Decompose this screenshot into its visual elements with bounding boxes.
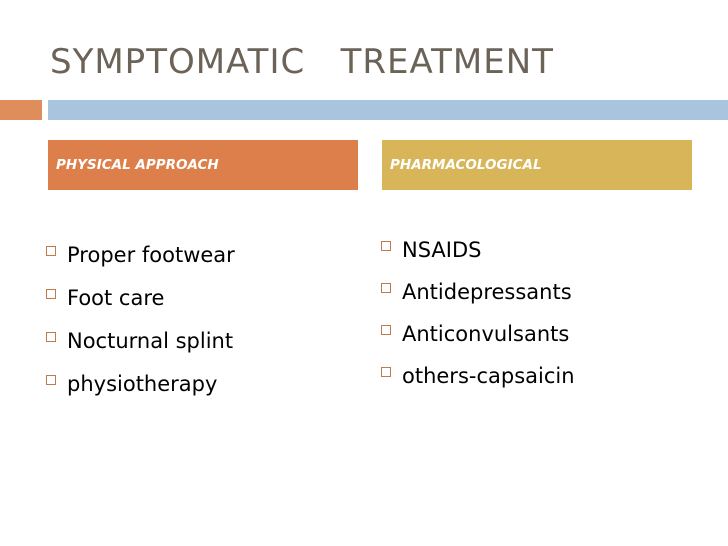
pharmacological-header-label: PHARMACOLOGICAL: [390, 157, 547, 173]
list-item: [46, 362, 235, 405]
square-bullet-icon: [46, 289, 56, 299]
accent-bar-blue: [48, 100, 728, 120]
physical-approach-list: [46, 233, 235, 405]
list-item: [46, 276, 235, 319]
list-item-text: physiotherapy: [67, 371, 218, 396]
list-item: [46, 233, 235, 276]
list-item: [381, 229, 575, 271]
list-item-text: Foot care: [67, 285, 165, 310]
pharmacological-header: [382, 140, 692, 190]
square-bullet-icon: [46, 246, 56, 256]
square-bullet-icon: [381, 241, 391, 251]
list-item-text: Anticonvulsants: [402, 322, 570, 346]
list-item: [381, 313, 575, 355]
list-item-text: Antidepressants: [402, 280, 572, 304]
square-bullet-icon: [381, 325, 391, 335]
accent-bar-orange: [0, 100, 42, 120]
square-bullet-icon: [46, 332, 56, 342]
list-item-text: NSAIDS: [402, 238, 482, 262]
square-bullet-icon: [381, 367, 391, 377]
physical-approach-header-label: PHYSICAL APPROACH: [56, 157, 219, 173]
list-item: [381, 355, 575, 397]
pharmacological-list: [381, 229, 575, 397]
square-bullet-icon: [381, 283, 391, 293]
physical-approach-header: [48, 140, 358, 190]
list-item-text: Proper footwear: [67, 242, 235, 267]
square-bullet-icon: [46, 375, 56, 385]
list-item: [46, 319, 235, 362]
list-item: [381, 271, 575, 313]
slide-title: SYMPTOMATIC TREATMENT: [50, 42, 554, 82]
list-item-text: others-capsaicin: [402, 364, 575, 388]
list-item-text: Nocturnal splint: [67, 328, 234, 353]
